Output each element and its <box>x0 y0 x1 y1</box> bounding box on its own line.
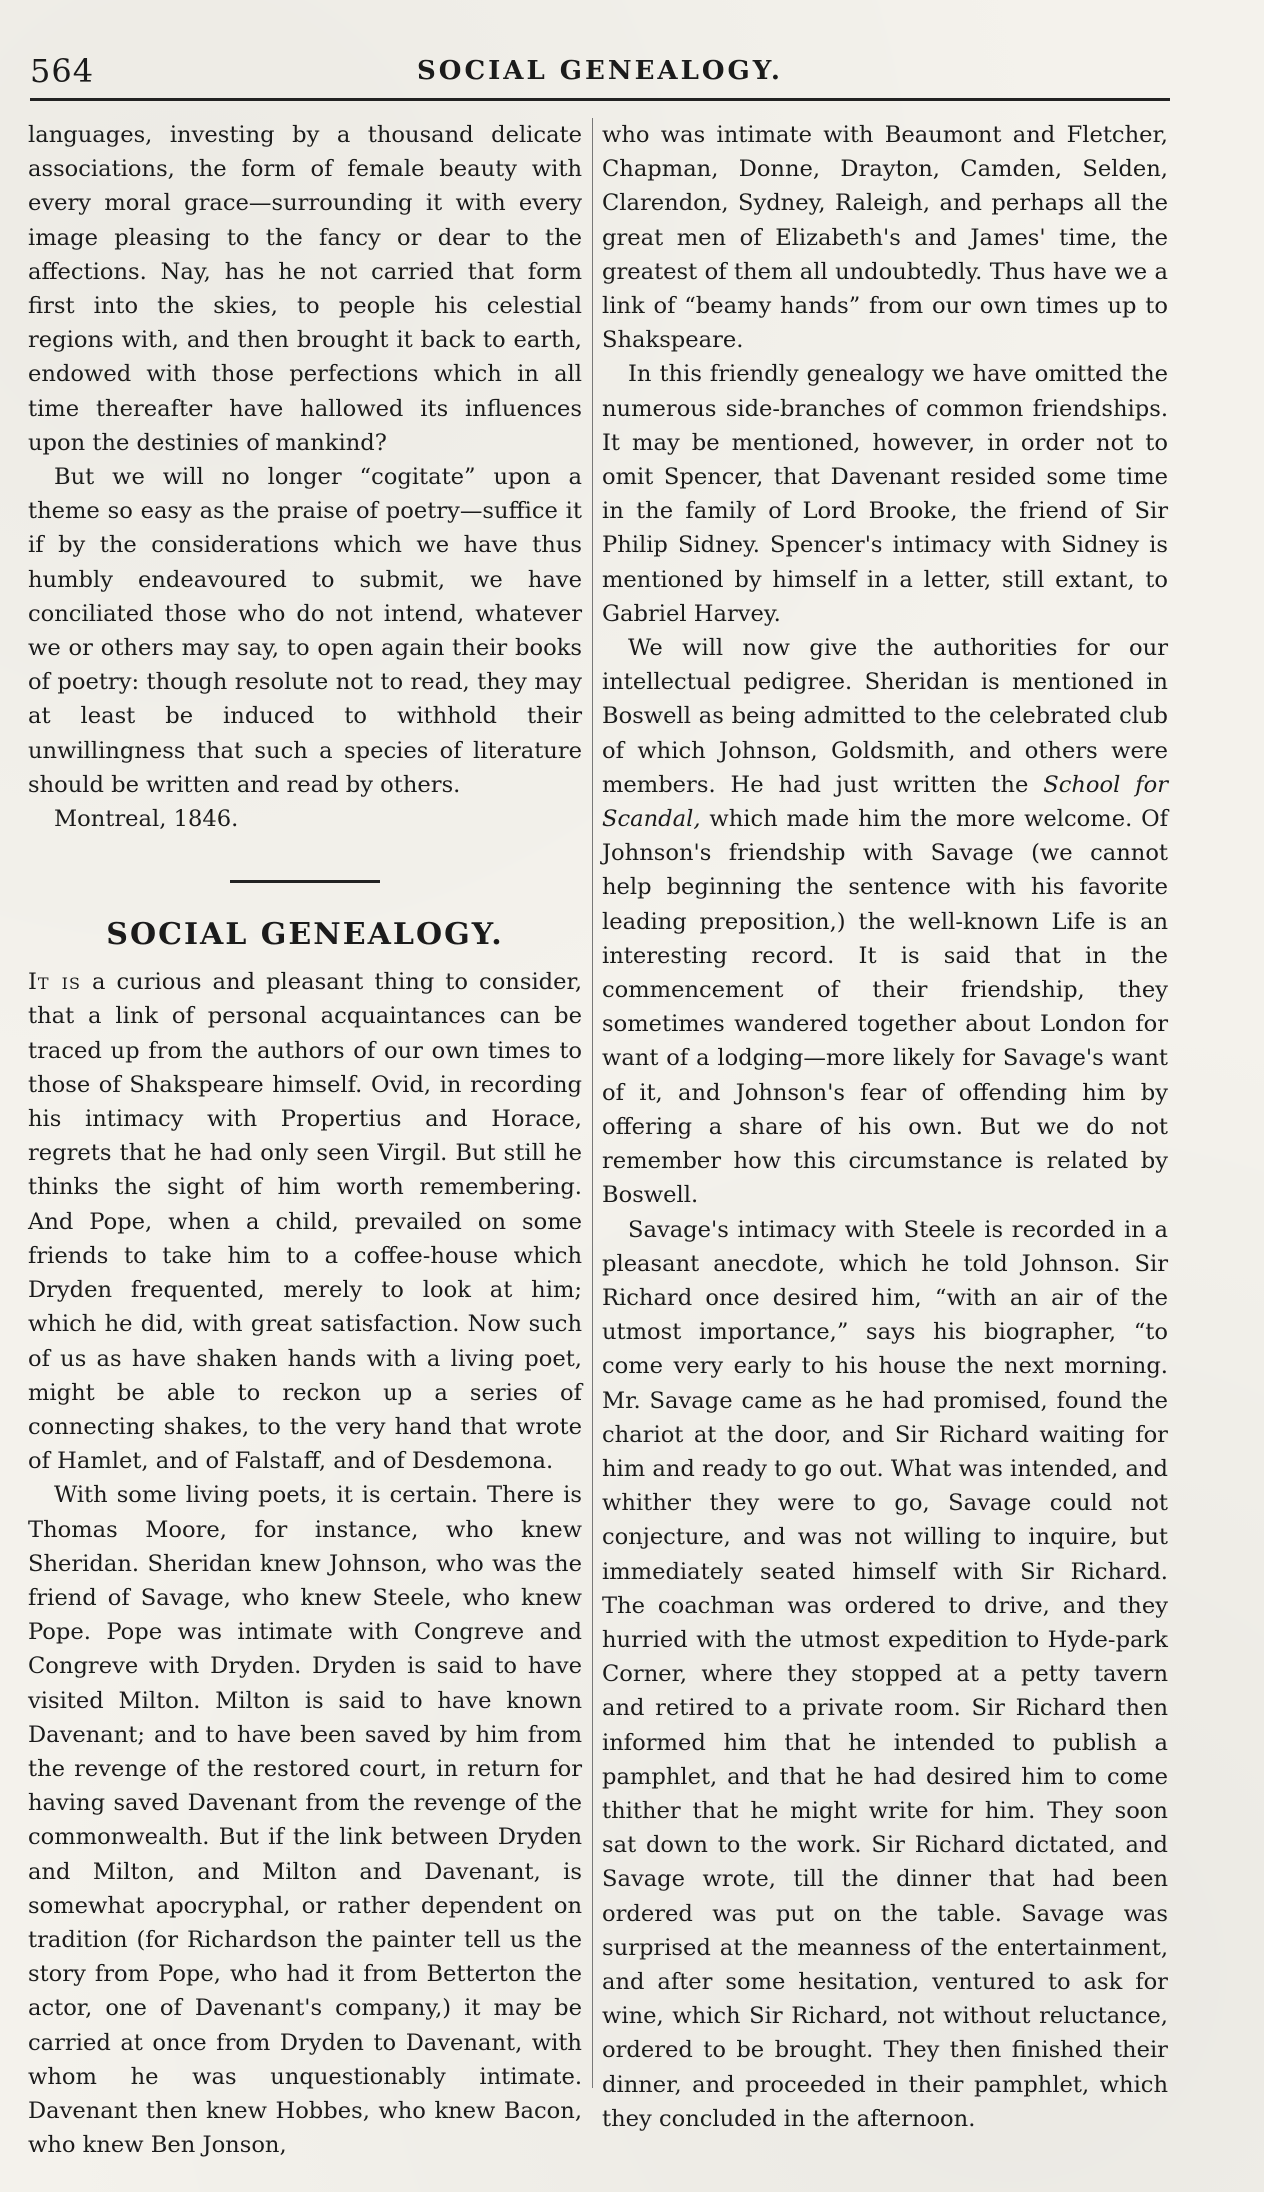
right-column <box>602 118 1168 2136</box>
section-divider <box>230 880 380 883</box>
paragraph: languages, investing by a thousand delicate associations, the form of female beauty with every moral grace—surrounding it with every image pleasing to the fancy or dear to the affections. Nay, has he not carried that form first into the skies, to people his celestial regions with, and then brought it back to earth, endowed with those perfections which in all time thereafter have hallowed its influences upon the destinies of mankind? <box>28 122 582 456</box>
header-rule <box>30 98 1170 101</box>
paragraph: With some living poets, it is certain. There is Thomas Moore, for instance, who knew Sheridan. Sheridan knew Johnson, who was the friend of Savage, who knew Steele, who knew Pope. Pope was intimate with Congreve and Congreve with Dryden. Dryden is said to have visited Milton. Milton is said to have known Davenant; and to have been saved by him from the revenge of the restored court, in return for having saved Davenant from the revenge of the commonwealth. But if the link between Dryden and Milton, and Milton and Davenant, is somewhat apocryphal, or rather dependent on tradition (for Richardson the painter tell us the story from Pope, who had it from Betterton the actor, one of Davenant's company,) it may be carried at once from Dryden to Davenant, with whom he was unquestionably intimate. Davenant then knew Hobbes, who knew Bacon, who knew Ben Jonson, <box>28 1482 582 2159</box>
running-title: SOCIAL GENEALOGY. <box>417 56 783 86</box>
paragraph-text: We will now give the authorities for our intellectual pedigree. Sheridan is mentioned in Boswell as being admitted to the celebrated club of which Johnson, Goldsmith, and others were members. He had just written the <box>602 635 1168 798</box>
paragraph: Savage's intimacy with Steele is recorded in a pleasant anecdote, which he told Johnson. Sir Richard once desired him, “with an air of the utmost importance,” says his biographer, “to come very early to his house the next morning. Mr. Savage came as he had promised, found the chariot at the door, and Sir Richard waiting for him and ready to go out. What was intended, and whither they were to go, Savage could not conjecture, and was not willing to inquire, but immediately seated himself with Sir Richard. The coachman was ordered to drive, and they hurried with the utmost expedition to Hyde-park Corner, where they stopped at a petty tavern and retired to a private room. Sir Richard then informed him that he intended to publish a pamphlet, and that he had desired him to come thither that he might write for him. They soon sat down to the work. Sir Richard dictated, and Savage wrote, till the dinner that had been ordered was put on the table. Savage was surprised at the meanness of the entertainment, and after some hesitation, ventured to ask for wine, which Sir Richard, not without reluctance, ordered to be brought. They then finished their dinner, and proceeded in their pamphlet, which they concluded in the afternoon. <box>602 1216 1168 2132</box>
left-column <box>28 118 582 2162</box>
paragraph <box>28 965 582 1478</box>
page-header <box>30 52 1170 100</box>
section-title: SOCIAL GENEALOGY. <box>106 917 504 953</box>
italic-title: School for Scandal, <box>602 771 1169 833</box>
page-number: 564 <box>30 52 95 90</box>
column-divider <box>592 118 593 2088</box>
paragraph: In this friendly genealogy we have omitted the numerous side-branches of common friendships. It may be mentioned, however, in order not to omit Spencer, that Davenant resided some time in the family of Lord Brooke, the friend of Sir Philip Sidney. Spencer's intimacy with Sidney is mentioned by himself in a letter, still extant, to Gabriel Harvey. <box>602 361 1168 627</box>
signature: Montreal, 1846. <box>54 806 239 833</box>
paragraph: But we will no longer “cogitate” upon a theme so easy as the praise of poetry—suffice it if by the considerations which we have thus humbly endeavoured to submit, we have conciliated those who do not intend, whatever we or others may say, to open again their books of poetry: though resolute not to read, they may at least be induced to withhold their unwillingness that such a species of literature should be written and read by others. <box>28 464 582 798</box>
paragraph <box>602 631 1168 1212</box>
lead-words: It is <box>28 969 81 996</box>
paragraph-text: a curious and pleasant thing to consider, that a link of personal acquaintances can be traced up from the authors of our own times to those of Shakspeare himself. Ovid, in recording his intimacy with Propertius and Horace, regrets that he had only seen Virgil. But still he thinks the sight of him worth remembering. And Pope, when a child, prevailed on some friends to take him to a coffee-house which Dryden frequented, merely to look at him; which he did, with great satisfaction. Now such of us as have shaken hands with a living poet, might be able to reckon up a series of connecting shakes, to the very hand that wrote of Hamlet, and of Falstaff, and of Desdemona. <box>28 969 582 1475</box>
paragraph-text: which made him the more welcome. Of Johnson's friendship with Savage (we cannot help beginning the sentence with his favorite leading preposition,) the well-known Life is an interesting record. It is said that in the commencement of their friendship, they sometimes wandered together about London for want of a lodging—more likely for Savage's want of it, and Johnson's fear of offending him by offering a share of his own. But we do not remember how this circumstance is related by Boswell. <box>602 806 1168 1209</box>
paragraph: who was intimate with Beaumont and Fletcher, Chapman, Donne, Drayton, Camden, Selden, Clarendon, Sydney, Raleigh, and perhaps all the great men of Elizabeth's and James' time, the greatest of them all undoubtedly. Thus have we a link of “beamy hands” from our own times up to Shakspeare. <box>602 122 1168 354</box>
